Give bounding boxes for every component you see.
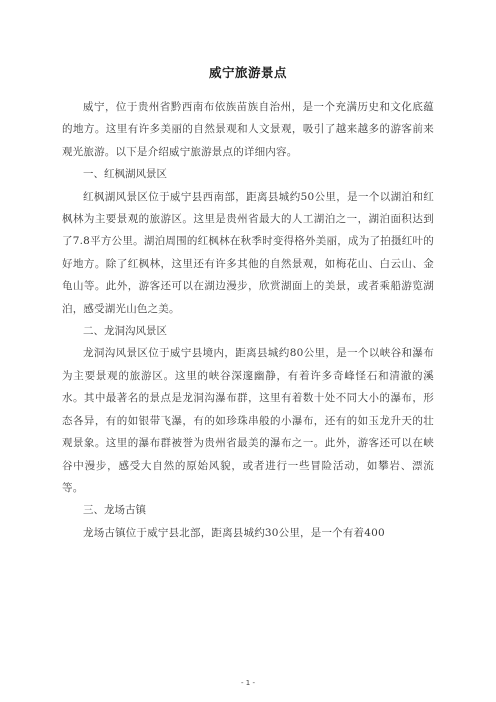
section-paragraph-3: 龙场古镇位于威宁县北部，距离县城约30公里，是一个有着400: [83, 526, 385, 539]
section-heading-3: 三、龙场古镇: [83, 504, 146, 517]
section-heading-2: 二、龙洞沟风景区: [83, 325, 167, 338]
section-heading-1: 一、红枫湖风景区: [83, 168, 167, 181]
document-title: 威宁旅游景点: [208, 65, 287, 80]
section-paragraph-1: 红枫湖风景区位于威宁县西南部，距离县城约50公里，是一个以湖泊和红枫林为主要景观的旅游区。这里是贵州省最大的人工湖泊之一，湖泊面积达到了7.8平方公里。湖泊周围的红枫林在秋季时变得格外美丽，成为了拍摄红叶的好地方。除了红枫林，这里还有许多其他的自然景观，如梅花山、白云山、金龟山等。此外，游客还可以在湖边漫步，欣赏湖面上的美景，或者乘船游览湖泊，感受湖光山色之美。: [62, 190, 434, 315]
section-paragraph-2: 龙洞沟风景区位于威宁县境内，距离县城约80公里，是一个以峡谷和瀑布为主要景观的旅游区。这里的峡谷深邃幽静，有着许多奇峰怪石和清澈的溪水。其中最著名的景点是龙洞沟瀑布群，这里有着数十处不同大小的瀑布，形态各异，有的如银带飞瀑，有的如珍珠串般的小瀑布，还有的如玉龙升天的壮观景象。这里的瀑布群被誉为贵州省最美的瀑布之一。此外，游客还可以在峡谷中漫步，感受大自然的原始风貌，或者进行一些冒险活动，如攀岩、漂流等。: [62, 347, 434, 494]
intro-paragraph: 威宁，位于贵州省黔西南布依族苗族自治州，是一个充满历史和文化底蕴的地方。这里有许多美丽的自然景观和人文景观，吸引了越来越多的游客前来观光旅游。以下是介绍威宁旅游景点的详细内容。: [62, 101, 434, 158]
document-body: [62, 96, 434, 544]
page-number: - 1 -: [241, 679, 255, 687]
